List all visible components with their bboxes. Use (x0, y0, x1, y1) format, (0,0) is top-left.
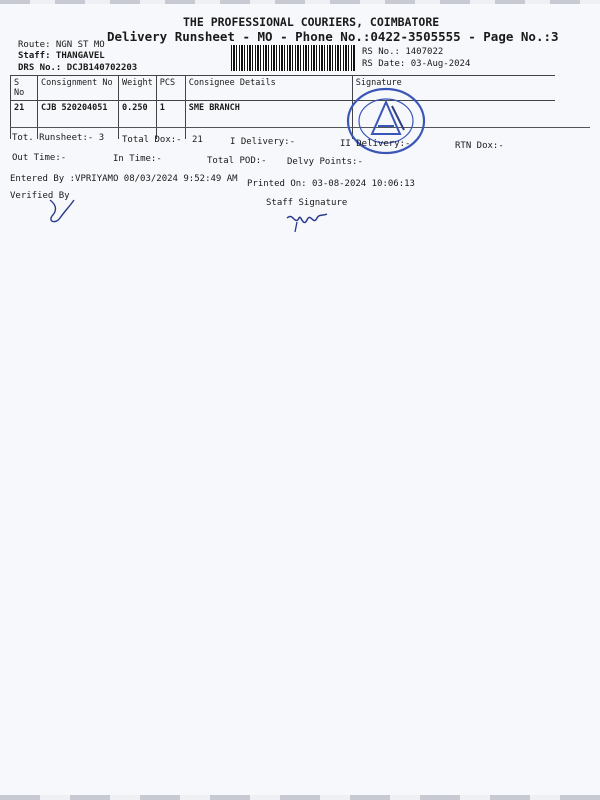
col-sno: S No (11, 76, 38, 101)
col-consignee: Consignee Details (185, 76, 352, 101)
cell-sno: 21 (11, 101, 38, 140)
cell-consignment: CJB 520204051 (38, 101, 119, 140)
tot-runsheet: Tot. Runsheet:- 3 (12, 133, 105, 143)
printed-on: Printed On: 03-08-2024 10:06:13 (247, 179, 415, 189)
in-time: In Time:- (113, 154, 162, 164)
drs-number: DRS No.: DCJB140702203 (18, 63, 138, 73)
total-pod: Total POD:- (207, 156, 267, 166)
total-dox-value: 21 (192, 135, 203, 145)
divider (10, 127, 590, 128)
verified-by: Verified By (10, 191, 70, 201)
delvy-points: Delvy Points:- (287, 157, 363, 167)
col-weight: Weight (119, 76, 157, 101)
consignment-table (10, 75, 555, 139)
staff-signature-label: Staff Signature (266, 198, 348, 208)
rs-number: RS No.: 1407022 (362, 47, 444, 57)
ii-delivery: II Delivery:- (340, 139, 411, 149)
runsheet-title: Delivery Runsheet - MO - Phone No.:0422-3505555 - Page No.:3 (107, 29, 559, 44)
cell-consignee: SME BRANCH (185, 101, 352, 140)
table-header-row (11, 76, 555, 101)
out-time: Out Time:- (12, 153, 67, 163)
total-dox-label: Total Dox:- (122, 135, 182, 145)
col-signature: Signature (352, 76, 555, 101)
rs-date: RS Date: 03-Aug-2024 (362, 59, 471, 69)
col-consignment: Consignment No (38, 76, 119, 101)
col-pcs: PCS (156, 76, 185, 101)
barcode (231, 45, 355, 71)
i-delivery: I Delivery:- (230, 137, 296, 147)
verified-signature (44, 196, 78, 228)
rtn-dox: RTN Dox:- (455, 141, 504, 151)
staff-signature (285, 208, 331, 234)
scan-edge-top (0, 0, 600, 4)
cell-pcs: 1 (156, 101, 185, 140)
cell-weight: 0.250 (119, 101, 157, 140)
scan-edge-bottom (0, 795, 600, 800)
staff: Staff: THANGAVEL (18, 51, 105, 61)
entered-by: Entered By :VPRIYAMO 08/03/2024 9:52:49 AM (10, 174, 238, 184)
company-name: THE PROFESSIONAL COURIERS, COIMBATORE (183, 15, 440, 29)
route: Route: NGN ST MO (18, 40, 105, 50)
